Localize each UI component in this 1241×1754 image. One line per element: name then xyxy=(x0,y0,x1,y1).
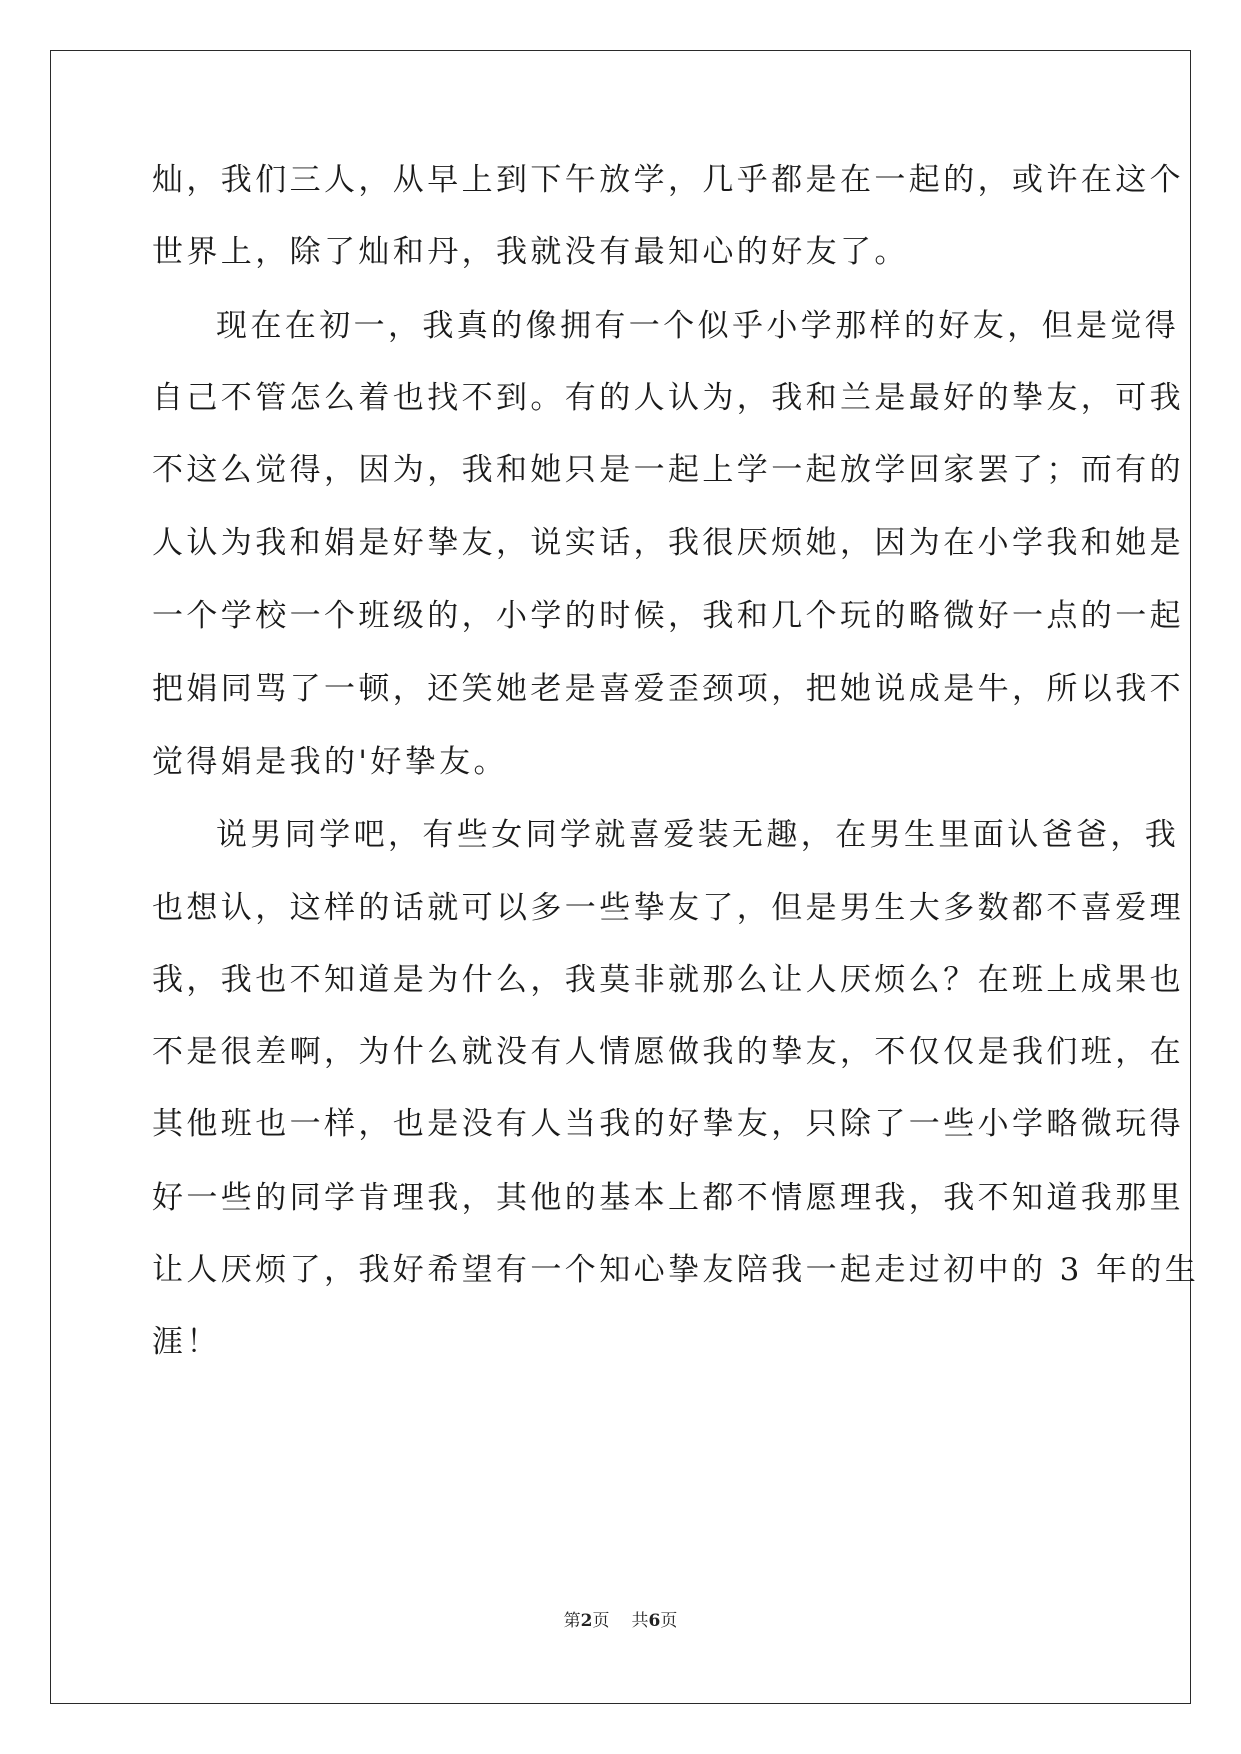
text-line: 我，我也不知道是为什么，我莫非就那么让人厌烦么？在班上成果也 xyxy=(152,962,1184,998)
text-line: 现在在初一，我真的像拥有一个似乎小学那样的好友，但是觉得 xyxy=(216,308,1180,344)
page-border xyxy=(50,50,1191,1704)
text-line: 不这么觉得，因为，我和她只是一起上学一起放学回家罢了；而有的 xyxy=(152,452,1184,488)
text-line: 让人厌烦了，我好希望有一个知心挚友陪我一起走过初中的 3 年的生 xyxy=(152,1252,1200,1288)
text-line: 灿，我们三人，从早上到下午放学，几乎都是在一起的，或许在这个 xyxy=(152,162,1184,198)
text-line: 觉得娟是我的'好挚友。 xyxy=(152,744,508,780)
text-line: 一个学校一个班级的，小学的时候，我和几个玩的略微好一点的一起 xyxy=(152,598,1184,634)
text-line: 把娟同骂了一顿，还笑她老是喜爱歪颈项，把她说成是牛，所以我不 xyxy=(152,671,1184,707)
text-line: 其他班也一样，也是没有人当我的好挚友，只除了一些小学略微玩得 xyxy=(152,1106,1184,1142)
text-line: 自己不管怎么着也找不到。有的人认为，我和兰是最好的挚友，可我 xyxy=(152,380,1184,416)
text-line: 说男同学吧，有些女同学就喜爱装无趣，在男生里面认爸爸，我 xyxy=(216,817,1180,853)
total-page-number: 6 xyxy=(648,1611,661,1631)
footer-page-suffix: 页 xyxy=(592,1611,610,1631)
text-line: 世界上，除了灿和丹，我就没有最知心的好友了。 xyxy=(152,234,909,270)
footer-prefix: 第 xyxy=(563,1611,581,1631)
text-line: 涯！ xyxy=(152,1324,221,1360)
text-line: 不是很差啊，为什么就没有人情愿做我的挚友，不仅仅是我们班，在 xyxy=(152,1034,1184,1070)
text-line: 人认为我和娟是好挚友，说实话，我很厌烦她，因为在小学我和她是 xyxy=(152,525,1184,561)
text-line: 也想认，这样的话就可以多一些挚友了，但是男生大多数都不喜爱理 xyxy=(152,890,1184,926)
text-line: 好一些的同学肯理我，其他的基本上都不情愿理我，我不知道我那里 xyxy=(152,1180,1184,1216)
current-page-number: 2 xyxy=(580,1611,593,1631)
footer-total-suffix: 页 xyxy=(660,1611,678,1631)
page-footer xyxy=(0,1606,1241,1631)
footer-total-prefix: 共 xyxy=(631,1611,649,1631)
